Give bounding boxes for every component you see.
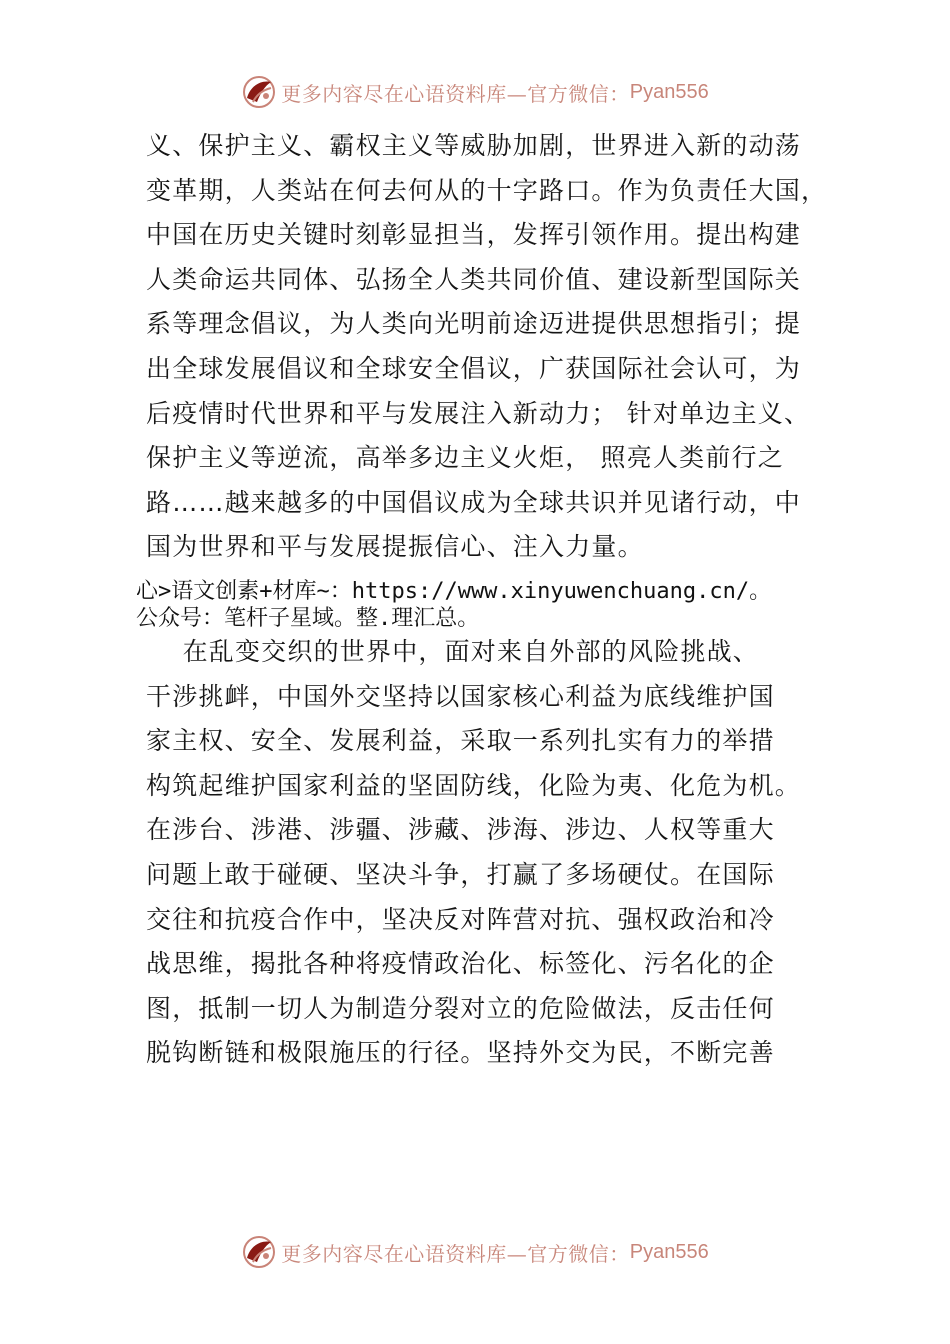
logo-icon [241,74,277,110]
paragraph-2 [146,630,846,1076]
source-note-line: 心>语文创素+材库~：https://www.xinyuwenchuang.cn/。 [136,579,772,604]
text-line: 干涉挑衅，中国外交坚持以国家核心利益为底线维护国 [146,681,775,711]
text-line: 义、保护主义、霸权主义等威胁加剧，世界进入新的动荡 [146,131,802,160]
source-note [136,578,856,632]
source-note-line: 公众号：笔杆子星域。整.理汇总。 [136,606,480,631]
text-line: 系等理念倡议，为人类向光明前途迈进提供思想指引；提 [146,309,802,339]
banner-text: 更多内容尽在心语资料库—官方微信： [281,81,630,106]
text-line: 国为世界和平与发展提振信心、注入力量。 [146,532,644,562]
logo-icon [241,1234,277,1270]
text-line: 构筑起维护国家利益的坚固防线，化险为夷、化危为机。 [146,770,802,800]
text-line: 保护主义等逆流，高举多边主义火炬， 照亮人类前行之 [146,443,784,473]
text-line: 交往和抗疫合作中，坚决反对阵营对抗、强权政治和冷 [146,904,775,934]
text-line: 家主权、安全、发展利益，采取一系列扎实有力的举措 [146,726,775,756]
banner-text: 更多内容尽在心语资料库—官方微信： [281,1241,630,1266]
text-line: 路……越来越多的中国倡议成为全球共识并见诸行动，中 [146,487,802,517]
text-line: 变革期，人类站在何去何从的十字路口。作为负责任大国， [146,175,828,205]
text-line: 在乱变交织的世界中，面对来自外部的风险挑战、 [146,637,759,666]
text-line: 中国在历史关键时刻彰显担当，发挥引领作用。提出构建 [146,220,802,250]
banner-wechat-id: Pyan556 [629,80,709,103]
header-banner [0,72,950,112]
text-line: 图，抵制一切人为制造分裂对立的危险做法，反击任何 [146,993,775,1023]
text-line: 在涉台、涉港、涉疆、涉藏、涉海、涉边、人权等重大 [146,815,775,845]
paragraph-1 [146,124,846,570]
text-line: 问题上敢于碰硬、坚决斗争，打赢了多场硬仗。在国际 [146,859,775,889]
text-line: 出全球发展倡议和全球安全倡议，广获国际社会认可，为 [146,353,802,383]
banner-wechat-id: Pyan556 [629,1240,709,1263]
text-line: 战思维，揭批各种将疫情政治化、标签化、污名化的企 [146,949,775,979]
text-line: 脱钩断链和极限施压的行径。坚持外交为民，不断完善 [146,1038,775,1068]
text-line: 人类命运共同体、弘扬全人类共同价值、建设新型国际关 [146,264,802,294]
footer-banner [0,1232,950,1272]
text-line: 后疫情时代世界和平与发展注入新动力； 针对单边主义、 [146,398,811,428]
